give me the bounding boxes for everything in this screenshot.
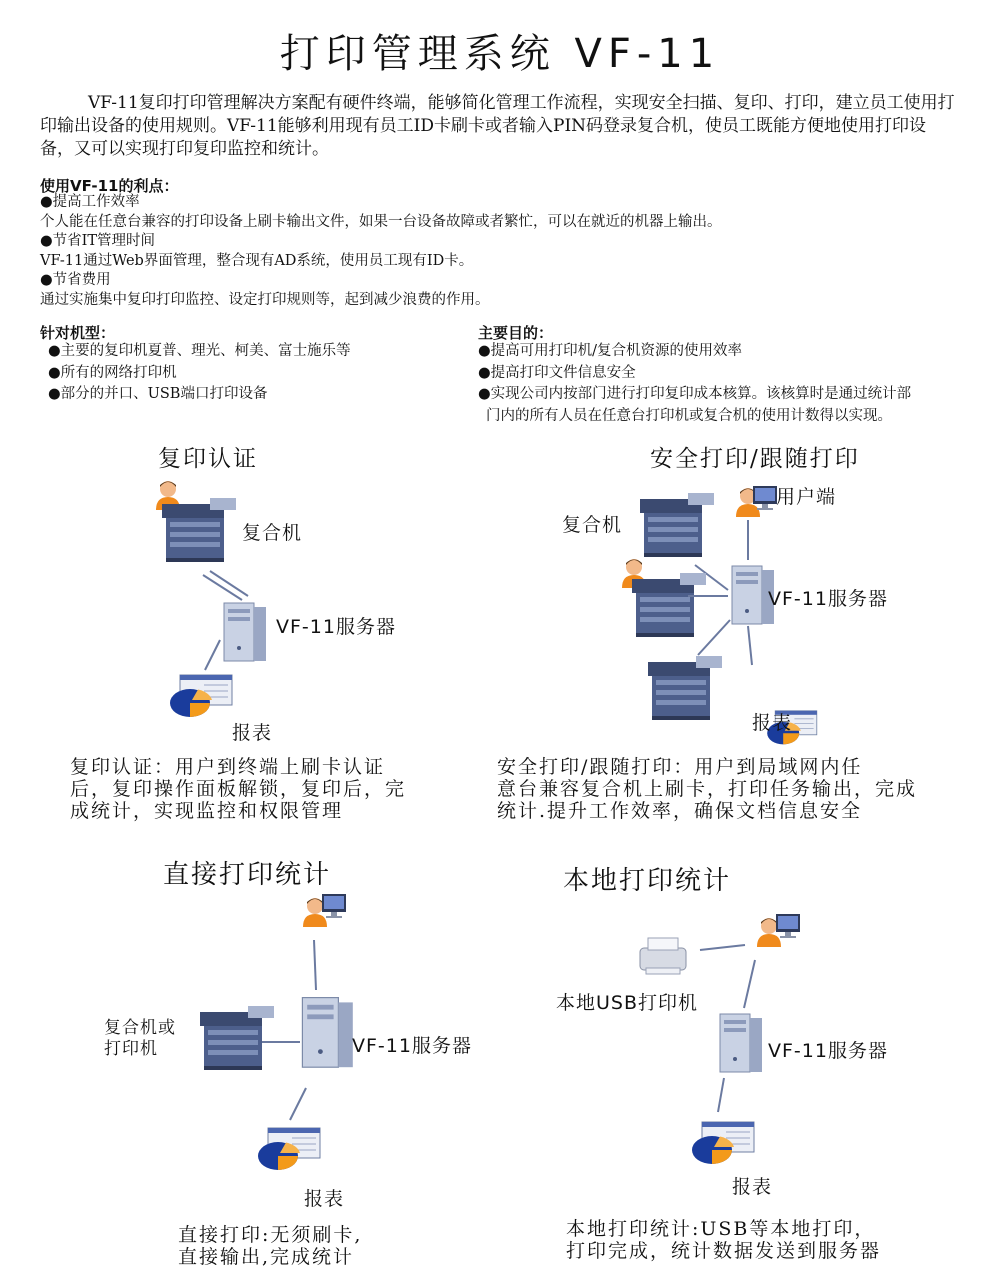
pc-icon xyxy=(776,914,800,938)
report-icon xyxy=(258,1128,320,1170)
copy-auth-title: 复印认证 xyxy=(158,446,258,472)
report-icon xyxy=(170,675,232,717)
intro-paragraph: VF-11复印打印管理解决方案配有硬件终端，能够简化管理工作流程，实现安全扫描、复印、打印，建立员工使用打印输出设备的使用规则。VF-11能够利用现有员工ID卡刷卡或者输入PIN码登录复合机，使员工既能方便地使用打印设备，又可以实现打印复印监控和统计。 xyxy=(40,93,955,159)
server-label: VF-11服务器 xyxy=(768,1040,888,1062)
model-item: ●主要的复印机夏普、理光、柯美、富士施乐等 xyxy=(48,343,351,359)
device-label: 复合机或 打印机 xyxy=(104,1018,176,1059)
secure-print-diagram xyxy=(622,486,817,744)
purposes-list xyxy=(478,341,958,427)
report-label: 报表 xyxy=(752,712,793,734)
mfp-icon xyxy=(648,656,722,720)
benefit-title: ●节省费用 xyxy=(40,272,111,289)
benefit-title: ●提高工作效率 xyxy=(40,194,140,210)
report-label: 报表 xyxy=(732,1176,773,1198)
server-label: VF-11服务器 xyxy=(276,616,396,638)
server-label: VF-11服务器 xyxy=(768,588,888,610)
purpose-item: 门内的所有人员在任意台打印机或复合机的使用计数得以实现。 xyxy=(486,407,892,424)
page-title: 打印管理系统 VF-11 xyxy=(279,31,721,77)
direct-print-diagram xyxy=(200,894,353,1170)
printer-icon xyxy=(640,938,686,974)
purpose-item: ●提高打印文件信息安全 xyxy=(478,364,636,381)
mfp-icon xyxy=(162,498,236,562)
mfp-icon xyxy=(632,573,706,637)
model-item: ●所有的网络打印机 xyxy=(48,364,177,381)
local-print-title: 本地打印统计 xyxy=(563,866,732,896)
server-icon xyxy=(224,603,266,661)
secure-print-title: 安全打印/跟随打印 xyxy=(650,446,860,472)
models-list xyxy=(48,341,351,406)
copy-auth-diagram xyxy=(156,481,266,717)
model-item: ●部分的并口、USB端口打印设备 xyxy=(48,386,268,402)
direct-print-caption: 直接打印:无须刷卡, 直接输出,完成统计 xyxy=(178,1224,363,1268)
server-icon xyxy=(302,998,352,1068)
server-icon xyxy=(720,1014,762,1072)
pc-icon xyxy=(322,894,346,918)
purpose-item: ●提高可用打印机/复合机资源的使用效率 xyxy=(478,343,743,359)
direct-print-title: 直接打印统计 xyxy=(163,860,332,890)
server-label: VF-11服务器 xyxy=(352,1035,472,1057)
mfp-label: 复合机 xyxy=(242,522,303,544)
client-label: 用户端 xyxy=(776,486,837,508)
purpose-item: ●实现公司内按部门进行打印复印成本核算。该核算时是通过统计部 xyxy=(478,386,912,402)
benefit-desc: VF-11通过Web界面管理，整合现有AD系统，使用员工现有ID卡。 xyxy=(40,252,474,269)
benefit-desc: 通过实施集中复印打印监控、设定打印规则等，起到减少浪费的作用。 xyxy=(40,291,490,308)
copy-auth-caption: 复印认证：用户到终端上刷卡认证 后，复印操作面板解锁，复印后，完 成统计，实现监控和权限管理 xyxy=(70,756,407,822)
purposes-heading: 主要目的： xyxy=(478,324,554,342)
mfp-icon xyxy=(200,1006,274,1070)
benefit-desc: 个人能在任意台兼容的打印设备上刷卡输出文件，如果一台设备故障或者繁忙，可以在就近的机器上输出。 xyxy=(40,213,722,230)
local-print-caption: 本地打印统计:USB等本地打印， 打印完成，统计数据发送到服务器 xyxy=(566,1218,882,1262)
benefit-title: ●节省IT管理时间 xyxy=(40,233,156,250)
mfp-icon xyxy=(640,493,714,557)
models-heading: 针对机型： xyxy=(40,324,116,342)
benefits-heading: 使用VF-11的利点： xyxy=(40,177,179,195)
report-label: 报表 xyxy=(232,722,273,744)
secure-print-caption: 安全打印/跟随打印：用户到局域网内任 意台兼容复合机上刷卡，打印任务输出，完成 统计.提升工作效率，确保文档信息安全 xyxy=(497,756,918,822)
pc-icon xyxy=(753,486,777,510)
benefits-list xyxy=(40,193,970,311)
report-label: 报表 xyxy=(304,1188,345,1210)
printer-label: 本地USB打印机 xyxy=(556,992,699,1014)
mfp-label: 复合机 xyxy=(562,514,623,536)
report-icon xyxy=(692,1122,754,1164)
